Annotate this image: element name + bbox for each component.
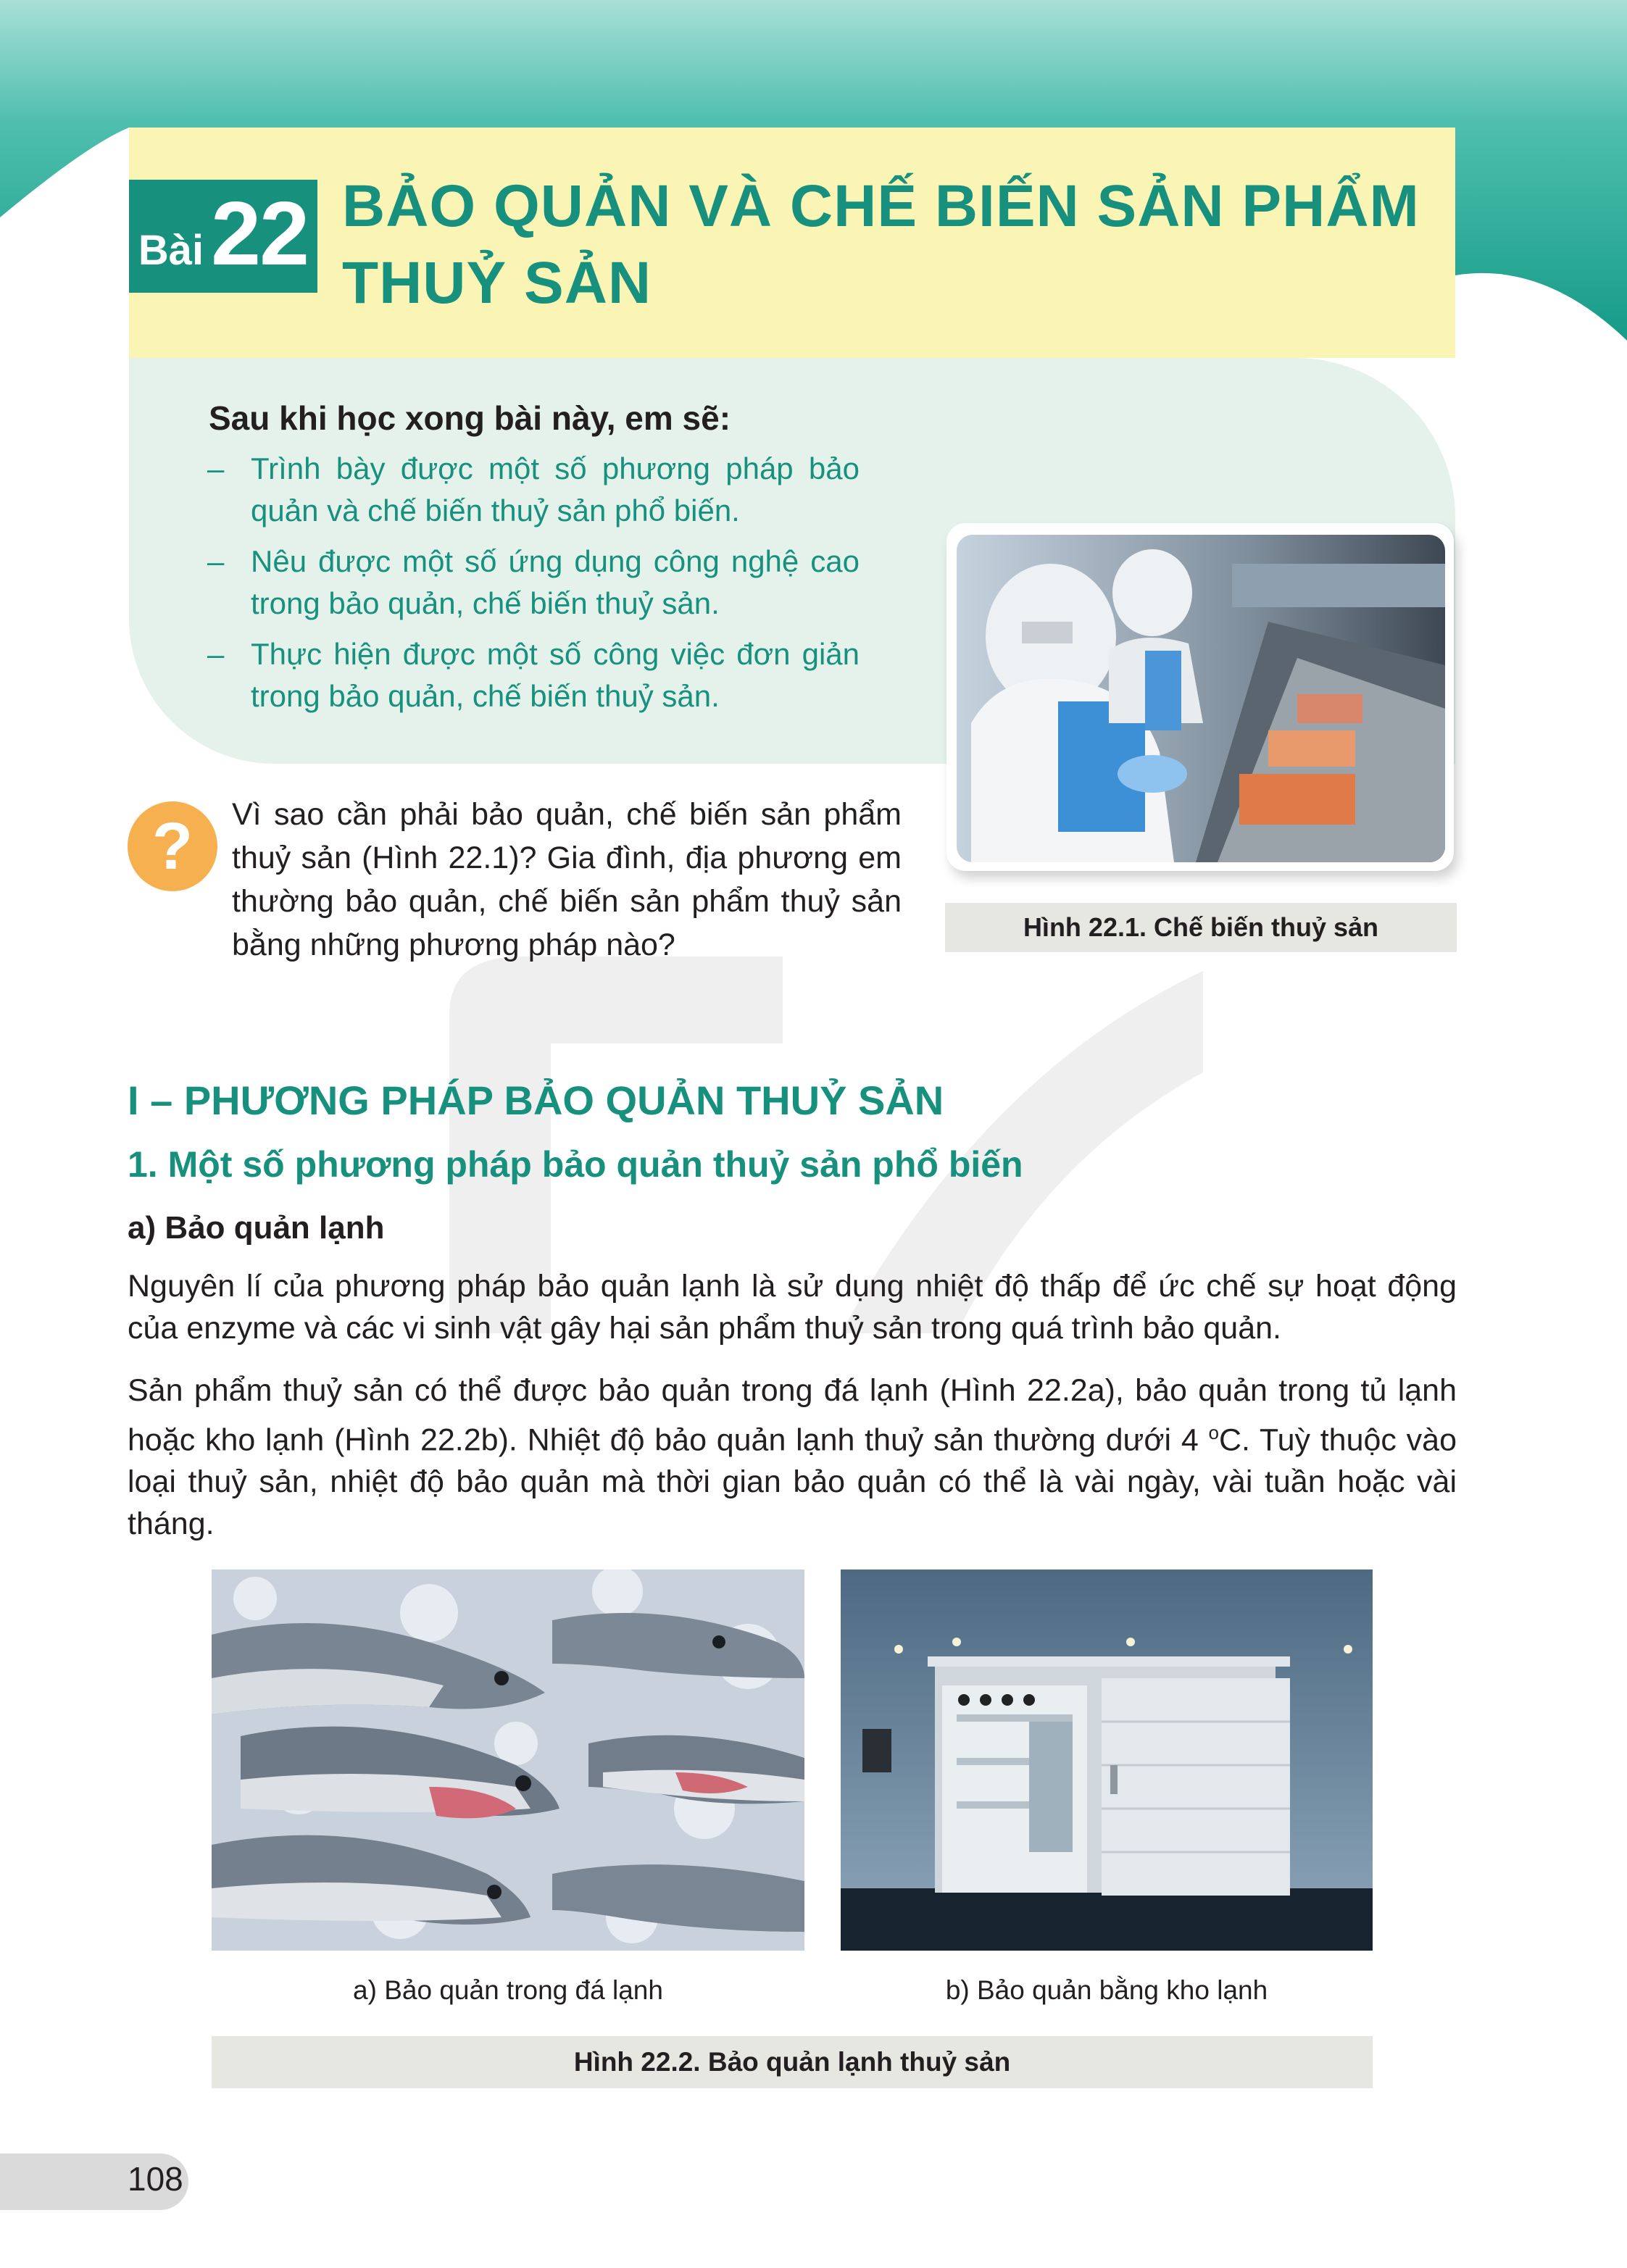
figure-22-2b-caption: b) Bảo quản bằng kho lạnh [945,1975,1268,2005]
paragraph-principle: Nguyên lí của phương pháp bảo quản lạnh là sử dụng nhiệt độ thấp để ức chế sự hoạt động của enzyme và các vi sinh vật gây hại sản phẩm thuỷ sản trong quá trình bảo quản. [128,1269,1457,1346]
objective-item: – Nêu được một số ứng dụng công nghệ cao trong bảo quản, chế biến thuỷ sản. [207,541,860,625]
section-heading: I – PHƯƠNG PHÁP BẢO QUẢN THUỶ SẢN [128,1077,944,1123]
lesson-title-line-1: BẢO QUẢN VÀ CHẾ BIẾN SẢN PHẨM [342,173,1420,239]
paragraph-storage-part-2: C. Tuỳ thuộc vào loại thuỷ sản, nhiệt độ bảo quản mà thời gian bảo quản có thể là vài ngày, vài tuần hoặc vài tháng. [128,1422,1457,1542]
fish-on-ice-photo [212,1569,804,1951]
subsubsection-heading: a) Bảo quản lạnh [128,1210,385,1246]
figure-22-2a-caption: a) Bảo quản trong đá lạnh [353,1975,663,2005]
lesson-title-line-2: THUỶ SẢN [342,250,652,316]
objective-item: – Trình bày được một số phương pháp bảo quản và chế biến thuỷ sản phổ biến. [207,448,860,532]
question-icon: ? [128,801,217,891]
lesson-word: Bài [138,227,204,274]
objectives-heading: Sau khi học xong bài này, em sẽ: [209,399,731,437]
lesson-title [342,168,1429,322]
cold-storage-room-photo [841,1569,1373,1951]
lesson-number: 22 [211,184,309,284]
degree-symbol: o [1208,1422,1219,1443]
seafood-processing-photo [957,535,1445,862]
objective-item: – Thực hiện được một số công việc đơn giản trong bảo quản, chế biến thuỷ sản. [207,633,860,717]
objectives-list [207,448,860,726]
figure-22-1-caption: Hình 22.1. Chế biến thuỷ sản [945,903,1457,952]
lesson-number-badge [129,180,317,293]
question-text: Vì sao cần phải bảo quản, chế biến sản phẩm thuỷ sản (Hình 22.1)? Gia đình, địa phương em thường bảo quản, chế biến sản phẩm thuỷ sản bằng những phương pháp nào? [232,797,902,962]
subsection-heading: 1. Một số phương pháp bảo quản thuỷ sản phổ biến [128,1144,1023,1185]
paragraph-storage [128,1369,1457,1545]
page-number: 108 [128,2160,183,2198]
paragraph-storage-part-1: Sản phẩm thuỷ sản có thể được bảo quản trong đá lạnh (Hình 22.2a), bảo quản trong tủ lạnh hoặc kho lạnh (Hình 22.2b). Nhiệt độ bảo quản lạnh thuỷ sản thường dưới 4 [128,1373,1457,1458]
figure-22-2-caption: Hình 22.2. Bảo quản lạnh thuỷ sản [212,2036,1373,2088]
